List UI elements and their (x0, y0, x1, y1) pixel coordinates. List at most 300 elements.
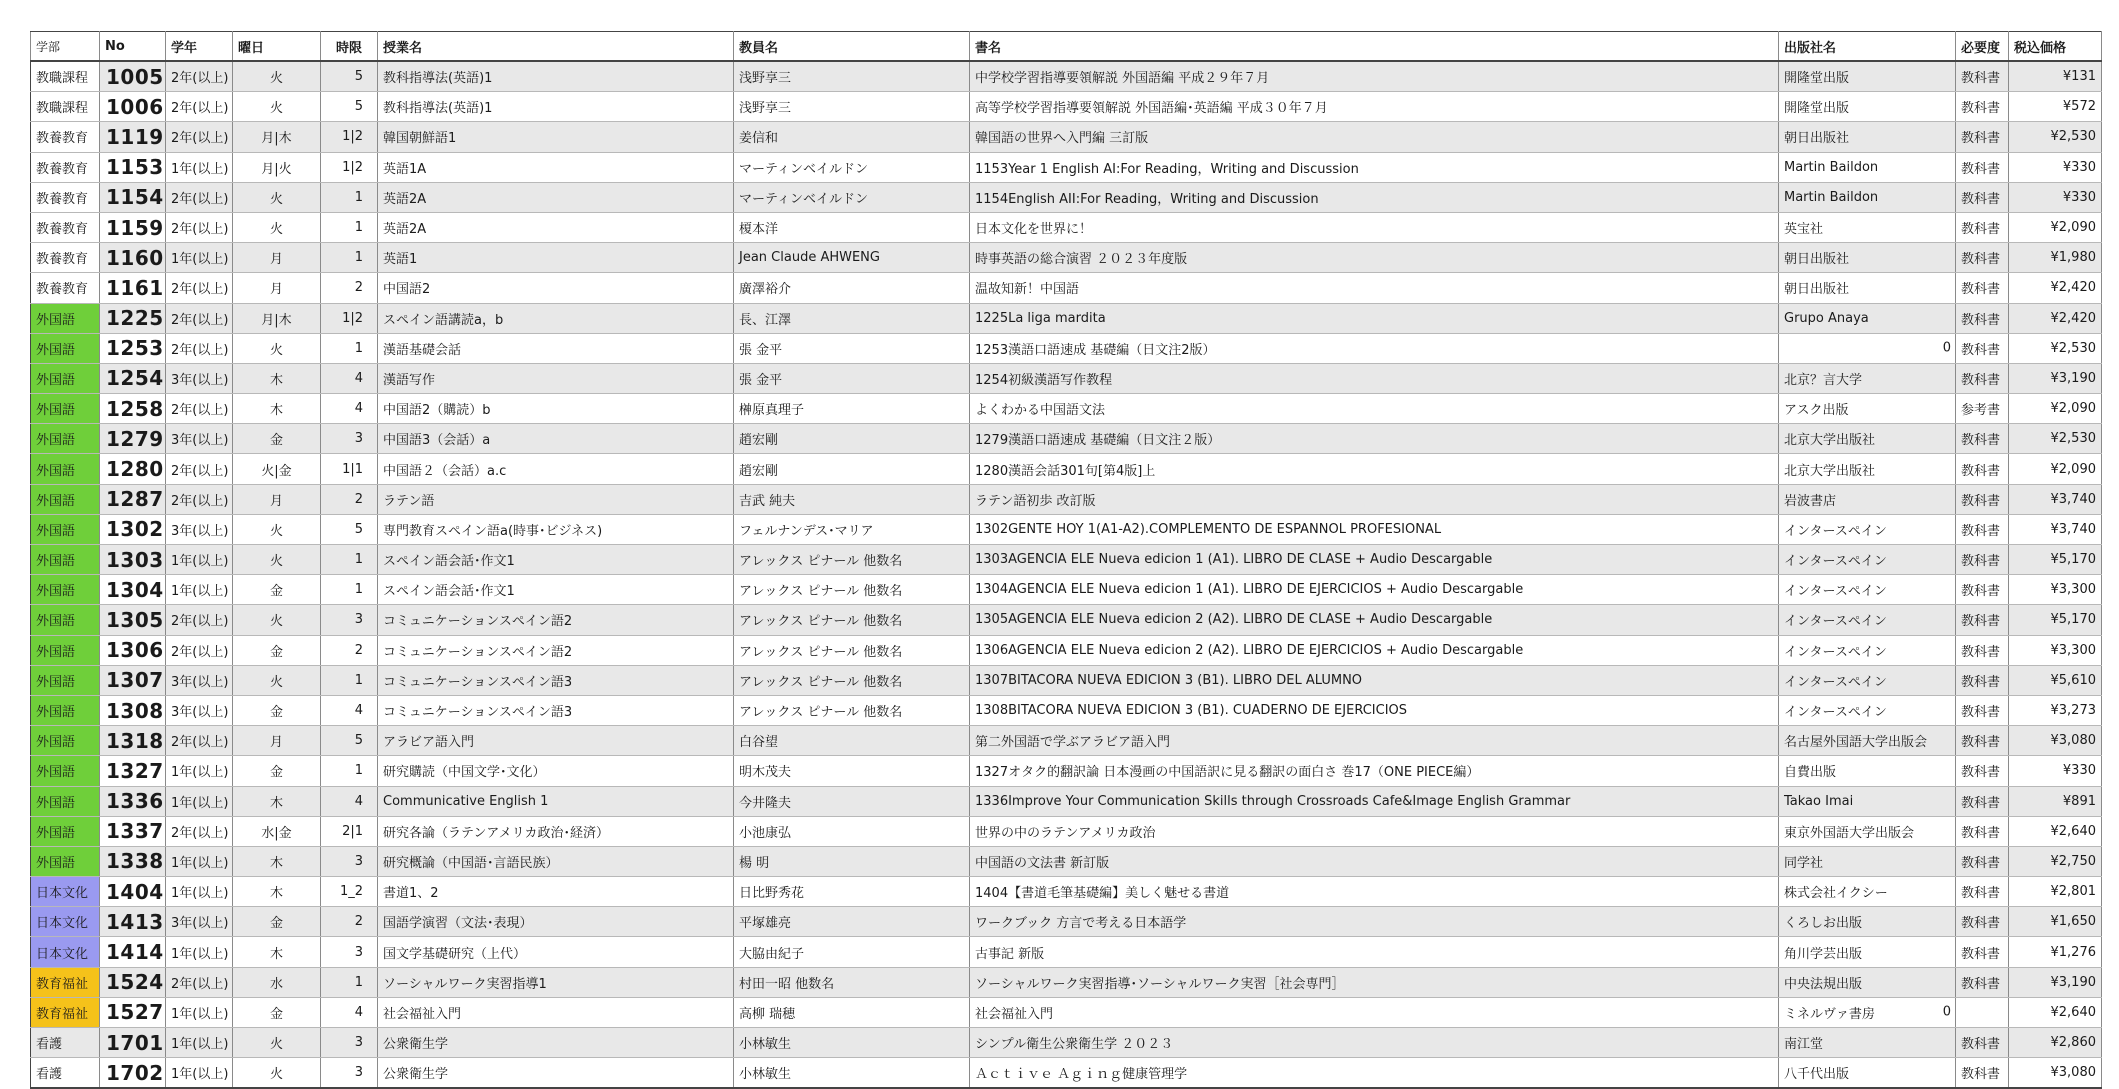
book-title-cell[interactable] (970, 877, 1779, 907)
publisher-cell[interactable] (1779, 635, 1956, 665)
publisher-cell[interactable] (1779, 243, 1956, 273)
publisher-cell[interactable] (1779, 786, 1956, 816)
course-name-cell[interactable] (378, 937, 734, 967)
dept-cell[interactable] (31, 997, 100, 1027)
publisher-cell[interactable] (1779, 726, 1956, 756)
day-cell[interactable] (233, 61, 321, 92)
book-title-cell[interactable] (970, 997, 1779, 1027)
course-name-cell[interactable] (378, 514, 734, 544)
price-cell[interactable] (2009, 635, 2102, 665)
book-title-cell[interactable] (970, 846, 1779, 876)
grade-cell[interactable] (166, 394, 233, 424)
teacher-cell[interactable] (734, 816, 970, 846)
price-cell[interactable] (2009, 695, 2102, 725)
day-cell[interactable] (233, 877, 321, 907)
dept-cell[interactable] (31, 786, 100, 816)
teacher-cell[interactable] (734, 635, 970, 665)
publisher-cell[interactable] (1779, 394, 1956, 424)
grade-cell[interactable] (166, 424, 233, 454)
period-cell[interactable] (321, 514, 378, 544)
course-name-cell[interactable] (378, 152, 734, 182)
day-cell[interactable] (233, 394, 321, 424)
table-row[interactable] (31, 243, 2102, 273)
day-cell[interactable] (233, 967, 321, 997)
course-name-cell[interactable] (378, 846, 734, 876)
required-level-cell[interactable] (1956, 303, 2009, 333)
book-title-cell[interactable] (970, 333, 1779, 363)
dept-cell[interactable] (31, 635, 100, 665)
period-cell[interactable] (321, 243, 378, 273)
course-name-cell[interactable] (378, 273, 734, 303)
required-level-cell[interactable] (1956, 152, 2009, 182)
course-name-cell[interactable] (378, 877, 734, 907)
publisher-cell[interactable] (1779, 333, 1956, 363)
required-level-cell[interactable] (1956, 182, 2009, 212)
dept-cell[interactable] (31, 1028, 100, 1058)
period-cell[interactable] (321, 756, 378, 786)
course-number-cell[interactable] (100, 726, 166, 756)
day-cell[interactable] (233, 363, 321, 393)
course-name-cell[interactable] (378, 575, 734, 605)
course-number-cell[interactable] (100, 122, 166, 152)
header-period[interactable]: 時限 (321, 32, 378, 62)
price-cell[interactable] (2009, 122, 2102, 152)
dept-cell[interactable] (31, 545, 100, 575)
dept-cell[interactable] (31, 273, 100, 303)
publisher-cell[interactable] (1779, 907, 1956, 937)
table-row[interactable] (31, 877, 2102, 907)
teacher-cell[interactable] (734, 695, 970, 725)
course-name-cell[interactable] (378, 424, 734, 454)
price-cell[interactable] (2009, 182, 2102, 212)
book-title-cell[interactable] (970, 1058, 1779, 1089)
teacher-cell[interactable] (734, 997, 970, 1027)
day-cell[interactable] (233, 786, 321, 816)
grade-cell[interactable] (166, 182, 233, 212)
required-level-cell[interactable] (1956, 786, 2009, 816)
publisher-cell[interactable] (1779, 454, 1956, 484)
course-number-cell[interactable] (100, 333, 166, 363)
grade-cell[interactable] (166, 61, 233, 92)
day-cell[interactable] (233, 243, 321, 273)
grade-cell[interactable] (166, 635, 233, 665)
price-cell[interactable] (2009, 454, 2102, 484)
teacher-cell[interactable] (734, 514, 970, 544)
price-cell[interactable] (2009, 212, 2102, 242)
publisher-cell[interactable] (1779, 122, 1956, 152)
publisher-cell[interactable] (1779, 273, 1956, 303)
teacher-cell[interactable] (734, 937, 970, 967)
header-grade[interactable]: 学年 (166, 32, 233, 62)
table-row[interactable] (31, 605, 2102, 635)
header-book[interactable]: 書名 (970, 32, 1779, 62)
book-title-cell[interactable] (970, 394, 1779, 424)
day-cell[interactable] (233, 695, 321, 725)
dept-cell[interactable] (31, 1058, 100, 1089)
grade-cell[interactable] (166, 514, 233, 544)
course-name-cell[interactable] (378, 1028, 734, 1058)
period-cell[interactable] (321, 152, 378, 182)
grade-cell[interactable] (166, 726, 233, 756)
required-level-cell[interactable] (1956, 907, 2009, 937)
day-cell[interactable] (233, 545, 321, 575)
dept-cell[interactable] (31, 424, 100, 454)
course-number-cell[interactable] (100, 303, 166, 333)
day-cell[interactable] (233, 273, 321, 303)
book-title-cell[interactable] (970, 907, 1779, 937)
day-cell[interactable] (233, 484, 321, 514)
grade-cell[interactable] (166, 997, 233, 1027)
day-cell[interactable] (233, 454, 321, 484)
day-cell[interactable] (233, 605, 321, 635)
teacher-cell[interactable] (734, 846, 970, 876)
period-cell[interactable] (321, 665, 378, 695)
price-cell[interactable] (2009, 816, 2102, 846)
grade-cell[interactable] (166, 1028, 233, 1058)
price-cell[interactable] (2009, 726, 2102, 756)
course-name-cell[interactable] (378, 786, 734, 816)
period-cell[interactable] (321, 726, 378, 756)
dept-cell[interactable] (31, 122, 100, 152)
grade-cell[interactable] (166, 665, 233, 695)
price-cell[interactable] (2009, 303, 2102, 333)
period-cell[interactable] (321, 846, 378, 876)
course-number-cell[interactable] (100, 786, 166, 816)
price-cell[interactable] (2009, 877, 2102, 907)
grade-cell[interactable] (166, 303, 233, 333)
price-cell[interactable] (2009, 1028, 2102, 1058)
teacher-cell[interactable] (734, 243, 970, 273)
teacher-cell[interactable] (734, 92, 970, 122)
grade-cell[interactable] (166, 122, 233, 152)
teacher-cell[interactable] (734, 967, 970, 997)
book-title-cell[interactable] (970, 424, 1779, 454)
price-cell[interactable] (2009, 967, 2102, 997)
header-dept[interactable]: 学部 (31, 32, 100, 62)
price-cell[interactable] (2009, 273, 2102, 303)
period-cell[interactable] (321, 363, 378, 393)
grade-cell[interactable] (166, 333, 233, 363)
course-number-cell[interactable] (100, 846, 166, 876)
course-name-cell[interactable] (378, 122, 734, 152)
teacher-cell[interactable] (734, 333, 970, 363)
required-level-cell[interactable] (1956, 394, 2009, 424)
dept-cell[interactable] (31, 967, 100, 997)
required-level-cell[interactable] (1956, 997, 2009, 1027)
publisher-cell[interactable] (1779, 967, 1956, 997)
dept-cell[interactable] (31, 907, 100, 937)
grade-cell[interactable] (166, 967, 233, 997)
required-level-cell[interactable] (1956, 846, 2009, 876)
required-level-cell[interactable] (1956, 122, 2009, 152)
book-title-cell[interactable] (970, 273, 1779, 303)
course-number-cell[interactable] (100, 394, 166, 424)
teacher-cell[interactable] (734, 726, 970, 756)
course-number-cell[interactable] (100, 575, 166, 605)
period-cell[interactable] (321, 1028, 378, 1058)
course-name-cell[interactable] (378, 997, 734, 1027)
required-level-cell[interactable] (1956, 484, 2009, 514)
teacher-cell[interactable] (734, 363, 970, 393)
course-name-cell[interactable] (378, 907, 734, 937)
period-cell[interactable] (321, 122, 378, 152)
table-row[interactable] (31, 122, 2102, 152)
book-title-cell[interactable] (970, 363, 1779, 393)
period-cell[interactable] (321, 333, 378, 363)
price-cell[interactable] (2009, 907, 2102, 937)
publisher-cell[interactable] (1779, 1058, 1956, 1089)
dept-cell[interactable] (31, 484, 100, 514)
grade-cell[interactable] (166, 756, 233, 786)
price-cell[interactable] (2009, 545, 2102, 575)
grade-cell[interactable] (166, 363, 233, 393)
teacher-cell[interactable] (734, 273, 970, 303)
course-name-cell[interactable] (378, 243, 734, 273)
required-level-cell[interactable] (1956, 273, 2009, 303)
table-row[interactable] (31, 273, 2102, 303)
table-row[interactable] (31, 635, 2102, 665)
day-cell[interactable] (233, 122, 321, 152)
table-row[interactable] (31, 333, 2102, 363)
table-row[interactable] (31, 182, 2102, 212)
price-cell[interactable] (2009, 786, 2102, 816)
table-row[interactable] (31, 665, 2102, 695)
teacher-cell[interactable] (734, 1028, 970, 1058)
course-name-cell[interactable] (378, 303, 734, 333)
day-cell[interactable] (233, 756, 321, 786)
publisher-cell[interactable] (1779, 665, 1956, 695)
publisher-cell[interactable] (1779, 605, 1956, 635)
publisher-cell[interactable] (1779, 756, 1956, 786)
publisher-cell[interactable] (1779, 92, 1956, 122)
dept-cell[interactable] (31, 575, 100, 605)
course-name-cell[interactable] (378, 1058, 734, 1089)
price-cell[interactable] (2009, 152, 2102, 182)
period-cell[interactable] (321, 424, 378, 454)
course-name-cell[interactable] (378, 454, 734, 484)
table-row[interactable] (31, 303, 2102, 333)
course-number-cell[interactable] (100, 877, 166, 907)
price-cell[interactable] (2009, 846, 2102, 876)
dept-cell[interactable] (31, 61, 100, 92)
dept-cell[interactable] (31, 665, 100, 695)
course-number-cell[interactable] (100, 997, 166, 1027)
price-cell[interactable] (2009, 605, 2102, 635)
teacher-cell[interactable] (734, 484, 970, 514)
required-level-cell[interactable] (1956, 92, 2009, 122)
book-title-cell[interactable] (970, 545, 1779, 575)
publisher-cell[interactable] (1779, 997, 1956, 1027)
publisher-cell[interactable] (1779, 61, 1956, 92)
price-cell[interactable] (2009, 514, 2102, 544)
table-row[interactable] (31, 937, 2102, 967)
course-number-cell[interactable] (100, 1028, 166, 1058)
course-number-cell[interactable] (100, 424, 166, 454)
day-cell[interactable] (233, 907, 321, 937)
required-level-cell[interactable] (1956, 1058, 2009, 1089)
required-level-cell[interactable] (1956, 1028, 2009, 1058)
course-name-cell[interactable] (378, 635, 734, 665)
day-cell[interactable] (233, 816, 321, 846)
required-level-cell[interactable] (1956, 243, 2009, 273)
course-number-cell[interactable] (100, 756, 166, 786)
price-cell[interactable] (2009, 575, 2102, 605)
required-level-cell[interactable] (1956, 545, 2009, 575)
course-name-cell[interactable] (378, 61, 734, 92)
required-level-cell[interactable] (1956, 575, 2009, 605)
course-number-cell[interactable] (100, 816, 166, 846)
day-cell[interactable] (233, 514, 321, 544)
course-number-cell[interactable] (100, 363, 166, 393)
book-title-cell[interactable] (970, 484, 1779, 514)
grade-cell[interactable] (166, 1058, 233, 1089)
day-cell[interactable] (233, 726, 321, 756)
table-row[interactable] (31, 394, 2102, 424)
book-title-cell[interactable] (970, 665, 1779, 695)
required-level-cell[interactable] (1956, 756, 2009, 786)
teacher-cell[interactable] (734, 545, 970, 575)
price-cell[interactable] (2009, 92, 2102, 122)
price-cell[interactable] (2009, 1058, 2102, 1089)
course-number-cell[interactable] (100, 545, 166, 575)
day-cell[interactable] (233, 303, 321, 333)
period-cell[interactable] (321, 484, 378, 514)
required-level-cell[interactable] (1956, 514, 2009, 544)
grade-cell[interactable] (166, 545, 233, 575)
course-name-cell[interactable] (378, 212, 734, 242)
teacher-cell[interactable] (734, 877, 970, 907)
course-number-cell[interactable] (100, 937, 166, 967)
publisher-cell[interactable] (1779, 182, 1956, 212)
grade-cell[interactable] (166, 92, 233, 122)
required-level-cell[interactable] (1956, 695, 2009, 725)
required-level-cell[interactable] (1956, 726, 2009, 756)
book-title-cell[interactable] (970, 756, 1779, 786)
publisher-cell[interactable] (1779, 846, 1956, 876)
dept-cell[interactable] (31, 454, 100, 484)
period-cell[interactable] (321, 967, 378, 997)
publisher-cell[interactable] (1779, 877, 1956, 907)
course-number-cell[interactable] (100, 273, 166, 303)
period-cell[interactable] (321, 907, 378, 937)
teacher-cell[interactable] (734, 303, 970, 333)
table-row[interactable] (31, 61, 2102, 92)
day-cell[interactable] (233, 1028, 321, 1058)
book-title-cell[interactable] (970, 635, 1779, 665)
publisher-cell[interactable] (1779, 695, 1956, 725)
teacher-cell[interactable] (734, 212, 970, 242)
teacher-cell[interactable] (734, 575, 970, 605)
table-row[interactable] (31, 545, 2102, 575)
publisher-cell[interactable] (1779, 816, 1956, 846)
header-price[interactable]: 税込価格 (2009, 32, 2102, 62)
course-number-cell[interactable] (100, 212, 166, 242)
book-title-cell[interactable] (970, 514, 1779, 544)
publisher-cell[interactable] (1779, 937, 1956, 967)
required-level-cell[interactable] (1956, 665, 2009, 695)
period-cell[interactable] (321, 635, 378, 665)
table-row[interactable] (31, 1028, 2102, 1058)
teacher-cell[interactable] (734, 122, 970, 152)
period-cell[interactable] (321, 394, 378, 424)
course-name-cell[interactable] (378, 484, 734, 514)
price-cell[interactable] (2009, 997, 2102, 1027)
price-cell[interactable] (2009, 363, 2102, 393)
period-cell[interactable] (321, 273, 378, 303)
day-cell[interactable] (233, 1058, 321, 1089)
table-row[interactable] (31, 756, 2102, 786)
price-cell[interactable] (2009, 756, 2102, 786)
header-publisher[interactable]: 出版社名 (1779, 32, 1956, 62)
price-cell[interactable] (2009, 243, 2102, 273)
period-cell[interactable] (321, 605, 378, 635)
grade-cell[interactable] (166, 695, 233, 725)
table-row[interactable] (31, 484, 2102, 514)
grade-cell[interactable] (166, 212, 233, 242)
book-title-cell[interactable] (970, 152, 1779, 182)
required-level-cell[interactable] (1956, 877, 2009, 907)
grade-cell[interactable] (166, 243, 233, 273)
course-name-cell[interactable] (378, 695, 734, 725)
teacher-cell[interactable] (734, 152, 970, 182)
day-cell[interactable] (233, 92, 321, 122)
period-cell[interactable] (321, 182, 378, 212)
dept-cell[interactable] (31, 92, 100, 122)
book-title-cell[interactable] (970, 182, 1779, 212)
dept-cell[interactable] (31, 605, 100, 635)
book-title-cell[interactable] (970, 695, 1779, 725)
required-level-cell[interactable] (1956, 424, 2009, 454)
grade-cell[interactable] (166, 786, 233, 816)
day-cell[interactable] (233, 997, 321, 1027)
publisher-cell[interactable] (1779, 363, 1956, 393)
grade-cell[interactable] (166, 152, 233, 182)
day-cell[interactable] (233, 937, 321, 967)
table-row[interactable] (31, 575, 2102, 605)
book-title-cell[interactable] (970, 726, 1779, 756)
publisher-cell[interactable] (1779, 152, 1956, 182)
course-name-cell[interactable] (378, 545, 734, 575)
book-title-cell[interactable] (970, 937, 1779, 967)
book-title-cell[interactable] (970, 967, 1779, 997)
book-title-cell[interactable] (970, 243, 1779, 273)
book-title-cell[interactable] (970, 575, 1779, 605)
required-level-cell[interactable] (1956, 605, 2009, 635)
dept-cell[interactable] (31, 816, 100, 846)
required-level-cell[interactable] (1956, 333, 2009, 363)
book-title-cell[interactable] (970, 454, 1779, 484)
course-number-cell[interactable] (100, 92, 166, 122)
course-number-cell[interactable] (100, 967, 166, 997)
course-number-cell[interactable] (100, 61, 166, 92)
required-level-cell[interactable] (1956, 635, 2009, 665)
price-cell[interactable] (2009, 424, 2102, 454)
day-cell[interactable] (233, 575, 321, 605)
dept-cell[interactable] (31, 846, 100, 876)
book-title-cell[interactable] (970, 212, 1779, 242)
required-level-cell[interactable] (1956, 967, 2009, 997)
price-cell[interactable] (2009, 484, 2102, 514)
teacher-cell[interactable] (734, 756, 970, 786)
teacher-cell[interactable] (734, 1058, 970, 1089)
table-row[interactable] (31, 726, 2102, 756)
table-row[interactable] (31, 424, 2102, 454)
table-row[interactable] (31, 152, 2102, 182)
teacher-cell[interactable] (734, 907, 970, 937)
grade-cell[interactable] (166, 454, 233, 484)
dept-cell[interactable] (31, 243, 100, 273)
table-row[interactable] (31, 454, 2102, 484)
